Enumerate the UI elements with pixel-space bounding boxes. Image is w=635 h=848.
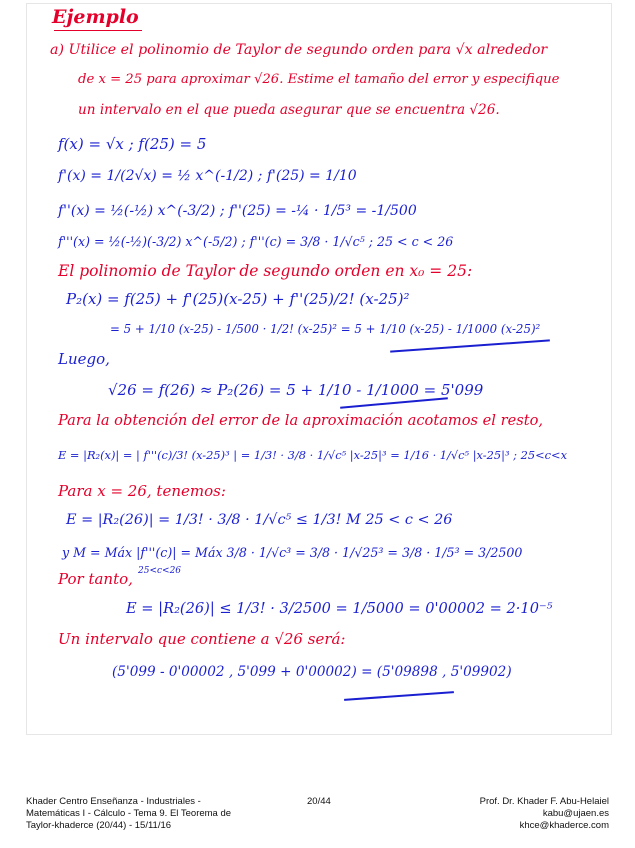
approx-line: √26 = f(26) ≈ P₂(26) = 5 + 1/10 - 1/1000 = 5'099: [108, 381, 484, 399]
work-line-4: f'''(x) = ½(-½)(-3/2) x^(-5/2) ; f'''(c) = 3/8 · 1/√c⁵ ; 25 < c < 26: [58, 234, 454, 249]
work-line-3: f''(x) = ½(-½) x^(-3/2) ; f''(25) = -¼ · 1/5³ = -1/500: [58, 203, 417, 219]
footer-left-line-2: Matemáticas I - Cálculo - Tema 9. El Teorema de: [26, 808, 232, 819]
final-bound: E = |R₂(26)| ≤ 1/3! · 3/2500 = 1/5000 = 0'00002 = 2·10⁻⁵: [126, 600, 553, 617]
para-line: E = |R₂(26)| = 1/3! · 3/8 · 1/√c⁵ ≤ 1/3! M 25 < c < 26: [66, 512, 453, 528]
title: Ejemplo: [52, 6, 139, 28]
problem-line-1: a) Utilice el polinomio de Taylor de segundo orden para √x alrededor: [50, 42, 548, 58]
footer-left: [26, 796, 231, 832]
m-subscript: 25<c<26: [138, 566, 182, 576]
taylor-line-2: = 5 + 1/10 (x-25) - 1/500 · 1/2! (x-25)² = 5 + 1/10 (x-25) - 1/1000 (x-25)²: [110, 322, 541, 336]
taylor-line-1: P₂(x) = f(25) + f'(25)(x-25) + f''(25)/2! (x-25)²: [66, 290, 410, 308]
problem-line-2: de x = 25 para aproximar √26. Estime el tamaño del error y especifique: [78, 72, 560, 87]
author-email-1[interactable]: kabu@ujaen.es: [542, 808, 609, 819]
footer-right: [480, 796, 609, 832]
footer-left-line-1: Khader Centro Enseñanza - Industriales -: [26, 796, 201, 807]
taylor-heading: El polinomio de Taylor de segundo orden en x₀ = 25:: [58, 262, 473, 280]
work-line-2: f'(x) = 1/(2√x) = ½ x^(-1/2) ; f'(25) = 1/10: [58, 168, 357, 184]
title-underline: [54, 30, 142, 31]
interval-heading: Un intervalo que contiene a √26 será:: [58, 630, 346, 648]
error-line: E = |R₂(x)| = | f'''(c)/3! (x-25)³ | = 1/3! · 3/8 · 1/√c⁵ |x-25|³ = 1/16 · 1/√c⁵ |x-25|³ ; 25<c<x: [58, 448, 567, 462]
luego-label: Luego,: [58, 350, 110, 368]
portanto-label: Por tanto,: [58, 570, 133, 588]
work-line-1: f(x) = √x ; f(25) = 5: [58, 135, 207, 153]
interval-line: (5'099 - 0'00002 , 5'099 + 0'00002) = (5'09898 , 5'09902): [112, 664, 512, 680]
error-heading: Para la obtención del error de la aproximación acotamos el resto,: [58, 412, 543, 429]
author-name: Prof. Dr. Khader F. Abu-Helaiel: [479, 796, 609, 807]
m-line: y M = Máx |f'''(c)| = Máx 3/8 · 1/√c³ = 3/8 · 1/√25³ = 3/8 · 1/5³ = 3/2500: [62, 545, 523, 560]
author-email-2[interactable]: khce@khaderce.com: [519, 820, 609, 831]
problem-line-3: un intervalo en el que pueda asegurar que se encuentra √26.: [78, 102, 500, 118]
para-heading: Para x = 26, tenemos:: [58, 482, 226, 500]
footer-left-line-3: Taylor-khaderce (20/44) - 15/11/16: [26, 820, 172, 831]
page-number: 20/44: [307, 796, 331, 807]
